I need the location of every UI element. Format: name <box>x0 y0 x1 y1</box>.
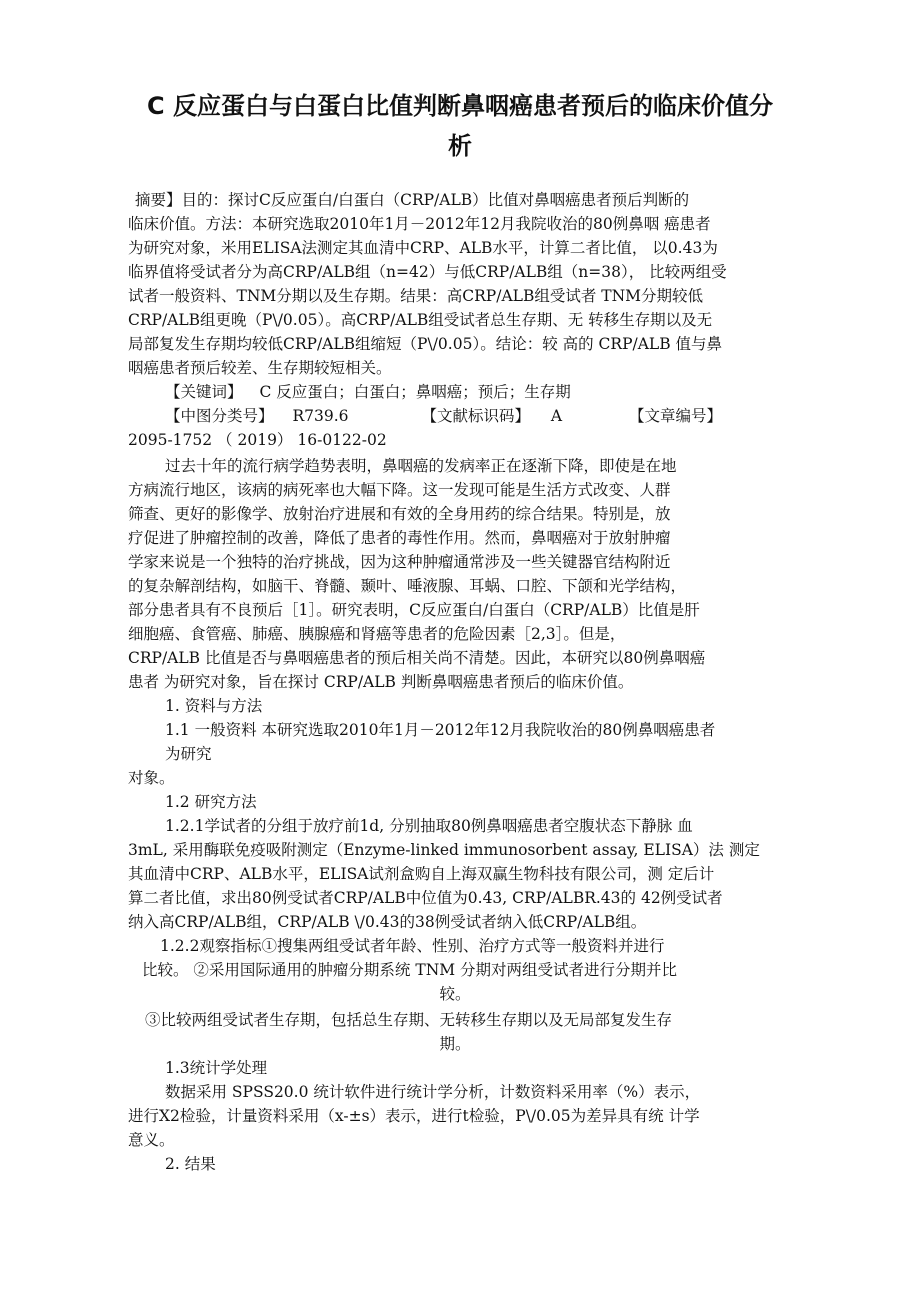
subsection-1-2-2-line: 期。 <box>439 1035 471 1053</box>
abstract-line: 临界值将受试者分为高CRP/ALB组（n=42）与低CRP/ALB组（n=38）， 比较两组受 <box>128 263 727 281</box>
paper-title-line-1: C 反应蛋白与白蛋白比值判断鼻咽癌患者预后的临床价值分 <box>147 92 773 120</box>
keywords-line <box>165 381 835 403</box>
abstract-line: 临床价值。方法：本研究选取2010年1月－2012年12月我院收治的80例鼻咽 癌患者 <box>128 215 711 233</box>
abstract-line: 局部复发生存期均较低CRP/ALB组缩短（P\/0.05）。结论：较 高的 CRP/ALB 值与鼻 <box>128 335 723 353</box>
subsection-1-2-2-line: 较。 <box>439 985 471 1003</box>
doc-code-value: A <box>550 407 563 425</box>
subsection-heading-1-3: 1.3统计学处理 <box>165 1059 268 1077</box>
subsection-1-1-line: 为研究 <box>165 745 212 763</box>
intro-line: 筛查、更好的影像学、放射治疗进展和有效的全身用药的综合结果。特别是，放 <box>128 505 671 523</box>
clc-label: 【中图分类号】 <box>165 407 274 425</box>
doc-code-label: 【文献标识码】 <box>421 407 530 425</box>
intro-line: 细胞癌、食管癌、肺癌、胰腺癌和肾癌等患者的危险因素［2,3］。但是， <box>128 625 626 643</box>
abstract-line: 为研究对象，米用ELISA法测定其血清中CRP、ALB水平，计算二者比值， 以0.43为 <box>128 239 718 257</box>
subsection-1-2-2-line: 比较。 ②采用国际通用的肿瘤分期系统 TNM 分期对两组受试者进行分期并比 <box>142 961 678 979</box>
intro-line: 过去十年的流行病学趋势表明，鼻咽癌的发病率正在逐渐下降，即使是在地 <box>165 457 677 475</box>
classification-line <box>165 405 835 427</box>
clc-value: R739.6 <box>292 407 349 425</box>
subsection-1-3-line: 意义。 <box>128 1131 175 1149</box>
subsection-1-1-line: 1.1 一般资料 本研究选取2010年1月－2012年12月我院收治的80例鼻咽癌患者 <box>165 721 716 739</box>
intro-line: 学家来说是一个独特的治疗挑战，因为这种肿瘤通常涉及一些关键器官结构附近 <box>128 553 671 571</box>
subsection-1-2-1-line: 3mL, 采用酶联免疫吸附测定（Enzyme-linked immunosorbent assay, ELISA）法 测定 <box>128 841 760 859</box>
keywords-label: 【关键词】 <box>165 383 243 401</box>
article-number-label: 【文章编号】 <box>629 407 723 425</box>
intro-line: 疗促进了肿瘤控制的改善，降低了患者的毒性作用。然而，鼻咽癌对于放射肿瘤 <box>128 529 671 547</box>
section-heading-results: 2. 结果 <box>165 1155 216 1173</box>
intro-line: 的复杂解剖结构，如脑干、脊髓、颞叶、唾液腺、耳蜗、口腔、下颌和光学结构， <box>128 577 687 595</box>
abstract-line: 摘要】目的：探讨C反应蛋白/白蛋白（CRP/ALB）比值对鼻咽癌患者预后判断的 <box>135 191 690 209</box>
intro-line: 方病流行地区，该病的病死率也大幅下降。这一发现可能是生活方式改变、人群 <box>128 481 671 499</box>
section-heading-methods: 1. 资料与方法 <box>165 697 263 715</box>
subsection-1-1-line: 对象。 <box>128 769 175 787</box>
intro-line: 患者 为研究对象，旨在探讨 CRP/ALB 判断鼻咽癌患者预后的临床价值。 <box>128 673 634 691</box>
subsection-1-2-2-line: 1.2.2观察指标①搜集两组受试者年龄、性别、治疗方式等一般资料并进行 <box>160 937 665 955</box>
keywords-text: C 反应蛋白；白蛋白；鼻咽癌；预后；生存期 <box>259 383 571 401</box>
subsection-1-2-1-line: 纳入高CRP/ALB组，CRP/ALB \/0.43的38例受试者纳入低CRP/ALB组。 <box>128 913 647 931</box>
subsection-1-2-1-line: 1.2.1学试者的分组于放疗前1d, 分别抽取80例鼻咽癌患者空腹状态下静脉 血 <box>165 817 693 835</box>
intro-line: 部分患者具有不良预后［1］。研究表明，C反应蛋白/白蛋白（CRP/ALB）比值是肝 <box>128 601 700 619</box>
subsection-heading-1-2: 1.2 研究方法 <box>165 793 257 811</box>
abstract-line: CRP/ALB组更晚（P\/0.05）。高CRP/ALB组受试者总生存期、无 转移生存期以及无 <box>128 311 713 329</box>
subsection-1-2-1-line: 其血清中CRP、ALB水平，ELISA试剂盒购自上海双赢生物科技有限公司，测 定后计 <box>128 865 715 883</box>
subsection-1-2-2-line: ③比较两组受试者生存期，包括总生存期、无转移生存期以及无局部复发生存 <box>145 1011 673 1029</box>
abstract-line: 咽癌患者预后较差、生存期较短相关。 <box>128 359 392 377</box>
intro-line: CRP/ALB 比值是否与鼻咽癌患者的预后相关尚不清楚。因此，本研究以80例鼻咽癌 <box>128 649 706 667</box>
subsection-1-3-line: 数据采用 SPSS20.0 统计软件进行统计学分析，计数资料采用率（%）表示， <box>165 1083 701 1101</box>
abstract-line: 试者一般资料、TNM分期以及生存期。结果：高CRP/ALB组受试者 TNM分期较低 <box>128 287 704 305</box>
article-number-value: 2095-1752 （ 2019） 16-0122-02 <box>128 431 387 449</box>
subsection-1-2-1-line: 算二者比值，求出80例受试者CRP/ALB中位值为0.43, CRP/ALBR.43的 42例受试者 <box>128 889 723 907</box>
paper-title-line-2: 析 <box>448 132 472 160</box>
subsection-1-3-line: 进行X2检验，计量资料采用（x-±s）表示，进行t检验，P\/0.05为差异具有统 计学 <box>128 1107 700 1125</box>
